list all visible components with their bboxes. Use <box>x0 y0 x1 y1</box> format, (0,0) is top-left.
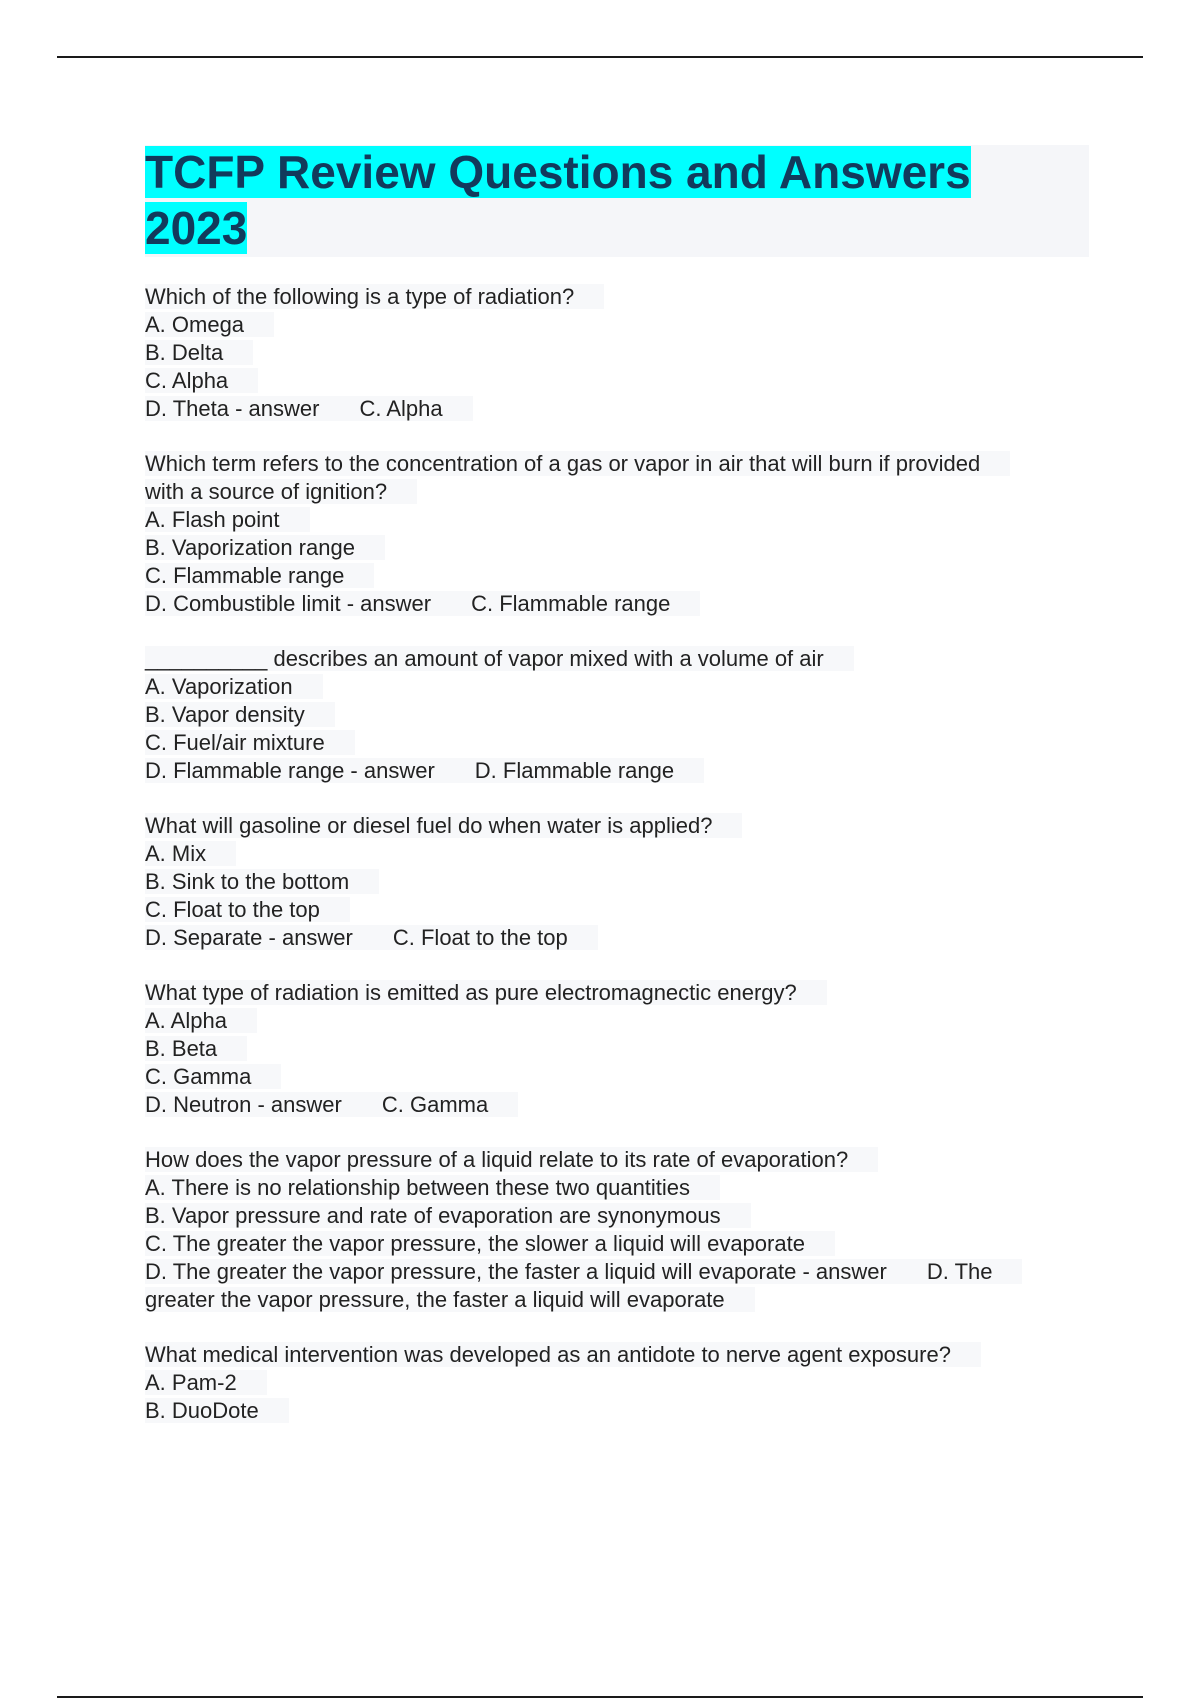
question-text: What type of radiation is emitted as pure electromagnectic energy? <box>145 979 1085 1007</box>
option: C. The greater the vapor pressure, the slower a liquid will evaporate <box>145 1230 1085 1258</box>
answer: C. Float to the top <box>392 925 568 950</box>
option: A. Flash point <box>145 506 1085 534</box>
question-text: How does the vapor pressure of a liquid relate to its rate of evaporation? <box>145 1146 1085 1174</box>
answer: C. Alpha <box>359 396 443 421</box>
title-line-2: 2023 <box>145 202 248 254</box>
question-block <box>145 450 1085 618</box>
question-block <box>145 979 1085 1119</box>
option: D. The greater the vapor pressure, the faster a liquid will evaporate - answer <box>145 1259 887 1284</box>
question-block <box>145 645 1085 785</box>
option: B. Vapor density <box>145 701 1085 729</box>
answer: D. The <box>926 1259 993 1284</box>
option: C. Gamma <box>145 1063 1085 1091</box>
option: A. Vaporization <box>145 673 1085 701</box>
option: C. Flammable range <box>145 562 1085 590</box>
question-text: Which term refers to the concentration of a gas or vapor in air that will burn if provided <box>145 450 1085 478</box>
option-with-answer <box>145 757 1085 785</box>
option: B. Vapor pressure and rate of evaporation are synonymous <box>145 1202 1085 1230</box>
option: B. Vaporization range <box>145 534 1085 562</box>
question-text-continued: with a source of ignition? <box>145 478 1085 506</box>
option: B. Sink to the bottom <box>145 868 1085 896</box>
question-block <box>145 1146 1085 1314</box>
option: D. Separate - answer <box>145 925 353 950</box>
document-title <box>145 144 1075 256</box>
option-with-answer <box>145 1091 1085 1119</box>
bottom-rule <box>57 1696 1143 1698</box>
option: C. Fuel/air mixture <box>145 729 1085 757</box>
option: A. There is no relationship between these two quantities <box>145 1174 1085 1202</box>
title-line-1: TCFP Review Questions and Answers <box>145 146 971 198</box>
question-block <box>145 1341 1085 1425</box>
question-list <box>145 283 1085 1452</box>
option: A. Mix <box>145 840 1085 868</box>
option: D. Flammable range - answer <box>145 758 435 783</box>
question-text: Which of the following is a type of radiation? <box>145 283 1085 311</box>
option: B. Beta <box>145 1035 1085 1063</box>
question-text: What medical intervention was developed as an antidote to nerve agent exposure? <box>145 1341 1085 1369</box>
option-with-answer <box>145 1258 1085 1286</box>
answer: C. Flammable range <box>471 591 671 616</box>
option: B. Delta <box>145 339 1085 367</box>
question-text: __________ describes an amount of vapor mixed with a volume of air <box>145 645 1085 673</box>
option-with-answer <box>145 590 1085 618</box>
option: D. Theta - answer <box>145 396 320 421</box>
option: C. Alpha <box>145 367 1085 395</box>
option: D. Combustible limit - answer <box>145 591 432 616</box>
answer: D. Flammable range <box>474 758 675 783</box>
option: D. Neutron - answer <box>145 1092 342 1117</box>
question-block <box>145 812 1085 952</box>
option-with-answer <box>145 395 1085 423</box>
answer-continued: greater the vapor pressure, the faster a liquid will evaporate <box>145 1286 1085 1314</box>
option: C. Float to the top <box>145 896 1085 924</box>
option: A. Omega <box>145 311 1085 339</box>
option: B. DuoDote <box>145 1397 1085 1425</box>
question-text: What will gasoline or diesel fuel do when water is applied? <box>145 812 1085 840</box>
option: A. Alpha <box>145 1007 1085 1035</box>
option-with-answer <box>145 924 1085 952</box>
question-block <box>145 283 1085 423</box>
option: A. Pam-2 <box>145 1369 1085 1397</box>
top-rule <box>57 56 1143 58</box>
answer: C. Gamma <box>381 1092 489 1117</box>
